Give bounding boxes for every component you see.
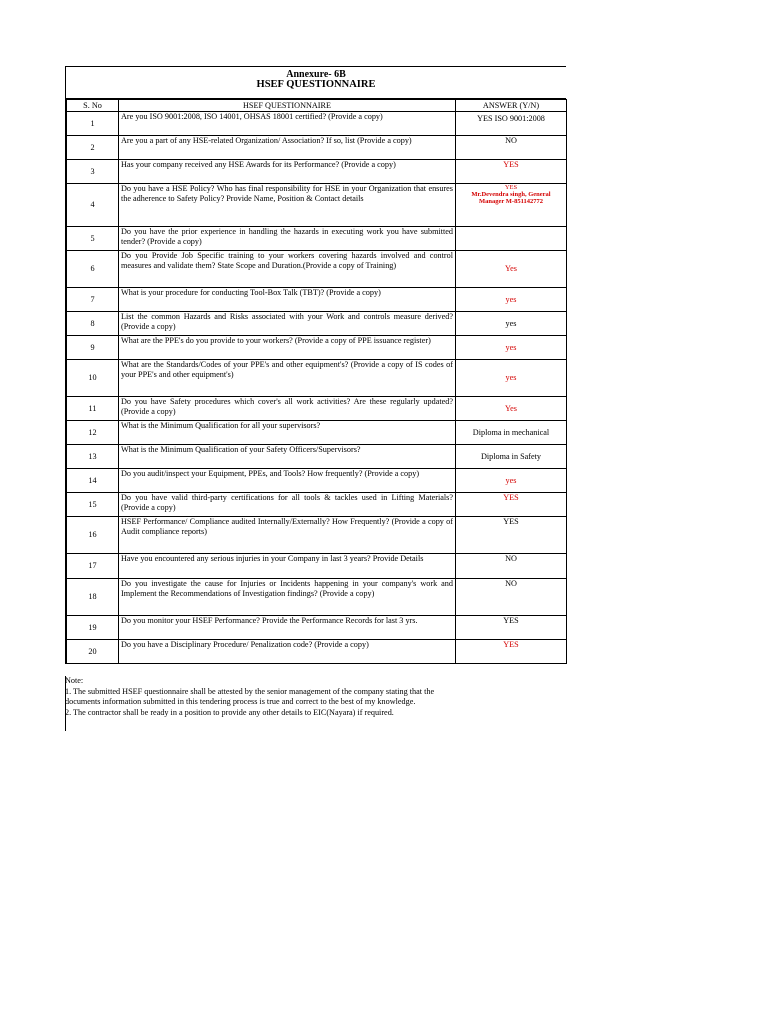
table-header-row <box>67 100 567 112</box>
row-answer: Yes <box>456 251 567 288</box>
row-question: What is your procedure for conducting Tool-Box Talk (TBT)? (Provide a copy) <box>119 288 456 312</box>
row-answer: yes <box>456 312 567 336</box>
row-number: 4 <box>67 184 119 227</box>
row-number: 14 <box>67 469 119 493</box>
row-answer: YES <box>456 493 567 517</box>
row-answer: NO <box>456 136 567 160</box>
table-row <box>67 288 567 312</box>
row-number: 19 <box>67 616 119 640</box>
row-question: Are you ISO 9001:2008, ISO 14001, OHSAS 18001 certified? (Provide a copy) <box>119 112 456 136</box>
row-question: What is the Minimum Qualification for all your supervisors? <box>119 421 456 445</box>
row-number: 3 <box>67 160 119 184</box>
row-answer: NO <box>456 579 567 616</box>
row-number: 7 <box>67 288 119 312</box>
note-line-3: 2. The contractor shall be ready in a position to provide any other details to EIC(Nayara) if required. <box>65 707 394 717</box>
row-number: 1 <box>67 112 119 136</box>
table-row <box>67 616 567 640</box>
note-line-2: documents information submitted in this tendering process is true and correct to the best of my knowledge. <box>65 697 416 706</box>
row-answer: yes <box>456 360 567 397</box>
row-answer: YES ISO 9001:2008 <box>456 112 567 136</box>
row-answer: YES <box>456 640 567 664</box>
row-number: 15 <box>67 493 119 517</box>
row-answer: Yes <box>456 397 567 421</box>
row-answer: yes <box>456 469 567 493</box>
row-number: 20 <box>67 640 119 664</box>
table-row <box>67 360 567 397</box>
table-row <box>67 640 567 664</box>
questionnaire-sheet <box>65 66 566 664</box>
responsible-person: Mr.Devendra singh, General Manager M-851142772 <box>471 191 551 206</box>
table-row <box>67 227 567 251</box>
table-row <box>67 112 567 136</box>
row-question: Do you audit/inspect your Equipment, PPEs, and Tools? How frequently? (Provide a copy) <box>119 469 456 493</box>
row-question: What is the Minimum Qualification of your Safety Officers/Supervisors? <box>119 445 456 469</box>
table-row <box>67 397 567 421</box>
row-answer: YES <box>456 517 567 554</box>
row-question: What are the Standards/Codes of your PPE's and other equipment's? (Provide a copy of IS codes of your PPE's and other equipment's) <box>119 360 456 397</box>
table-row <box>67 469 567 493</box>
row-question: Do you Provide Job Specific training to your workers covering hazards involved and control measures and validate them? State Scope and Duration.(Provide a copy of Training) <box>119 251 456 288</box>
table-row <box>67 421 567 445</box>
col-header-sno: S. No <box>67 100 119 112</box>
row-number: 8 <box>67 312 119 336</box>
row-number: 2 <box>67 136 119 160</box>
row-question: Do you have valid third-party certifications for all tools & tackles used in Lifting Materials? (Provide a copy) <box>119 493 456 517</box>
questionnaire-table <box>66 99 567 664</box>
row-answer <box>456 184 567 227</box>
row-question: Do you have a Disciplinary Procedure/ Penalization code? (Provide a copy) <box>119 640 456 664</box>
row-number: 13 <box>67 445 119 469</box>
table-row <box>67 160 567 184</box>
row-answer: yes <box>456 336 567 360</box>
row-answer: YES <box>456 616 567 640</box>
col-header-question: HSEF QUESTIONNAIRE <box>119 100 456 112</box>
table-row <box>67 579 567 616</box>
row-number: 16 <box>67 517 119 554</box>
row-question: Do you have a HSE Policy? Who has final responsibility for HSE in your Organization that ensures the adherence to Safety Policy? Provide Name, Position & Contact details <box>119 184 456 227</box>
row-number: 5 <box>67 227 119 251</box>
row-number: 9 <box>67 336 119 360</box>
row-question: HSEF Performance/ Compliance audited Internally/Externally? How Frequently? (Provide a copy of Audit compliance reports) <box>119 517 456 554</box>
row-number: 11 <box>67 397 119 421</box>
row-question: Do you have the prior experience in handling the hazards in executing work you have submitted tender? (Provide a copy) <box>119 227 456 251</box>
row-answer: Diploma in mechanical <box>456 421 567 445</box>
row-question: Have you encountered any serious injuries in your Company in last 3 years? Provide Details <box>119 554 456 579</box>
notes-section <box>65 676 585 718</box>
row-number: 18 <box>67 579 119 616</box>
col-header-answer: ANSWER (Y/N) <box>456 100 567 112</box>
page-title: HSEF QUESTIONNAIRE <box>256 79 376 90</box>
answer-yes: YES <box>504 184 518 191</box>
row-answer <box>456 227 567 251</box>
row-number: 10 <box>67 360 119 397</box>
row-question: List the common Hazards and Risks associated with your Work and controls measure derived? (Provide a copy) <box>119 312 456 336</box>
table-row <box>67 136 567 160</box>
row-question: What are the PPE's do you provide to your workers? (Provide a copy of PPE issuance register) <box>119 336 456 360</box>
table-row <box>67 251 567 288</box>
row-question: Has your company received any HSE Awards for its Performance? (Provide a copy) <box>119 160 456 184</box>
row-question: Do you investigate the cause for Injuries or Incidents happening in your company's work and Implement the Recommendations of Investigation findings? (Provide a copy) <box>119 579 456 616</box>
table-row <box>67 493 567 517</box>
annexure-label: Annexure- 6B <box>286 69 346 80</box>
row-number: 12 <box>67 421 119 445</box>
row-answer: YES <box>456 160 567 184</box>
notes-heading: Note: <box>65 676 84 685</box>
row-question: Do you monitor your HSEF Performance? Provide the Performance Records for last 3 yrs. <box>119 616 456 640</box>
row-number: 17 <box>67 554 119 579</box>
note-line-1: 1. The submitted HSEF questionnaire shall be attested by the senior management of the company stating that the <box>65 686 435 696</box>
row-answer: NO <box>456 554 567 579</box>
table-row <box>67 312 567 336</box>
table-row <box>67 445 567 469</box>
row-answer: yes <box>456 288 567 312</box>
row-number: 6 <box>67 251 119 288</box>
table-row <box>67 517 567 554</box>
sheet-header <box>66 67 566 99</box>
row-answer: Diploma in Safety <box>456 445 567 469</box>
row-question: Are you a part of any HSE-related Organization/ Association? If so, list (Provide a copy) <box>119 136 456 160</box>
table-row <box>67 184 567 227</box>
table-row <box>67 554 567 579</box>
row-question: Do you have Safety procedures which cover's all work activities? Are these regularly updated? (Provide a copy) <box>119 397 456 421</box>
table-row <box>67 336 567 360</box>
